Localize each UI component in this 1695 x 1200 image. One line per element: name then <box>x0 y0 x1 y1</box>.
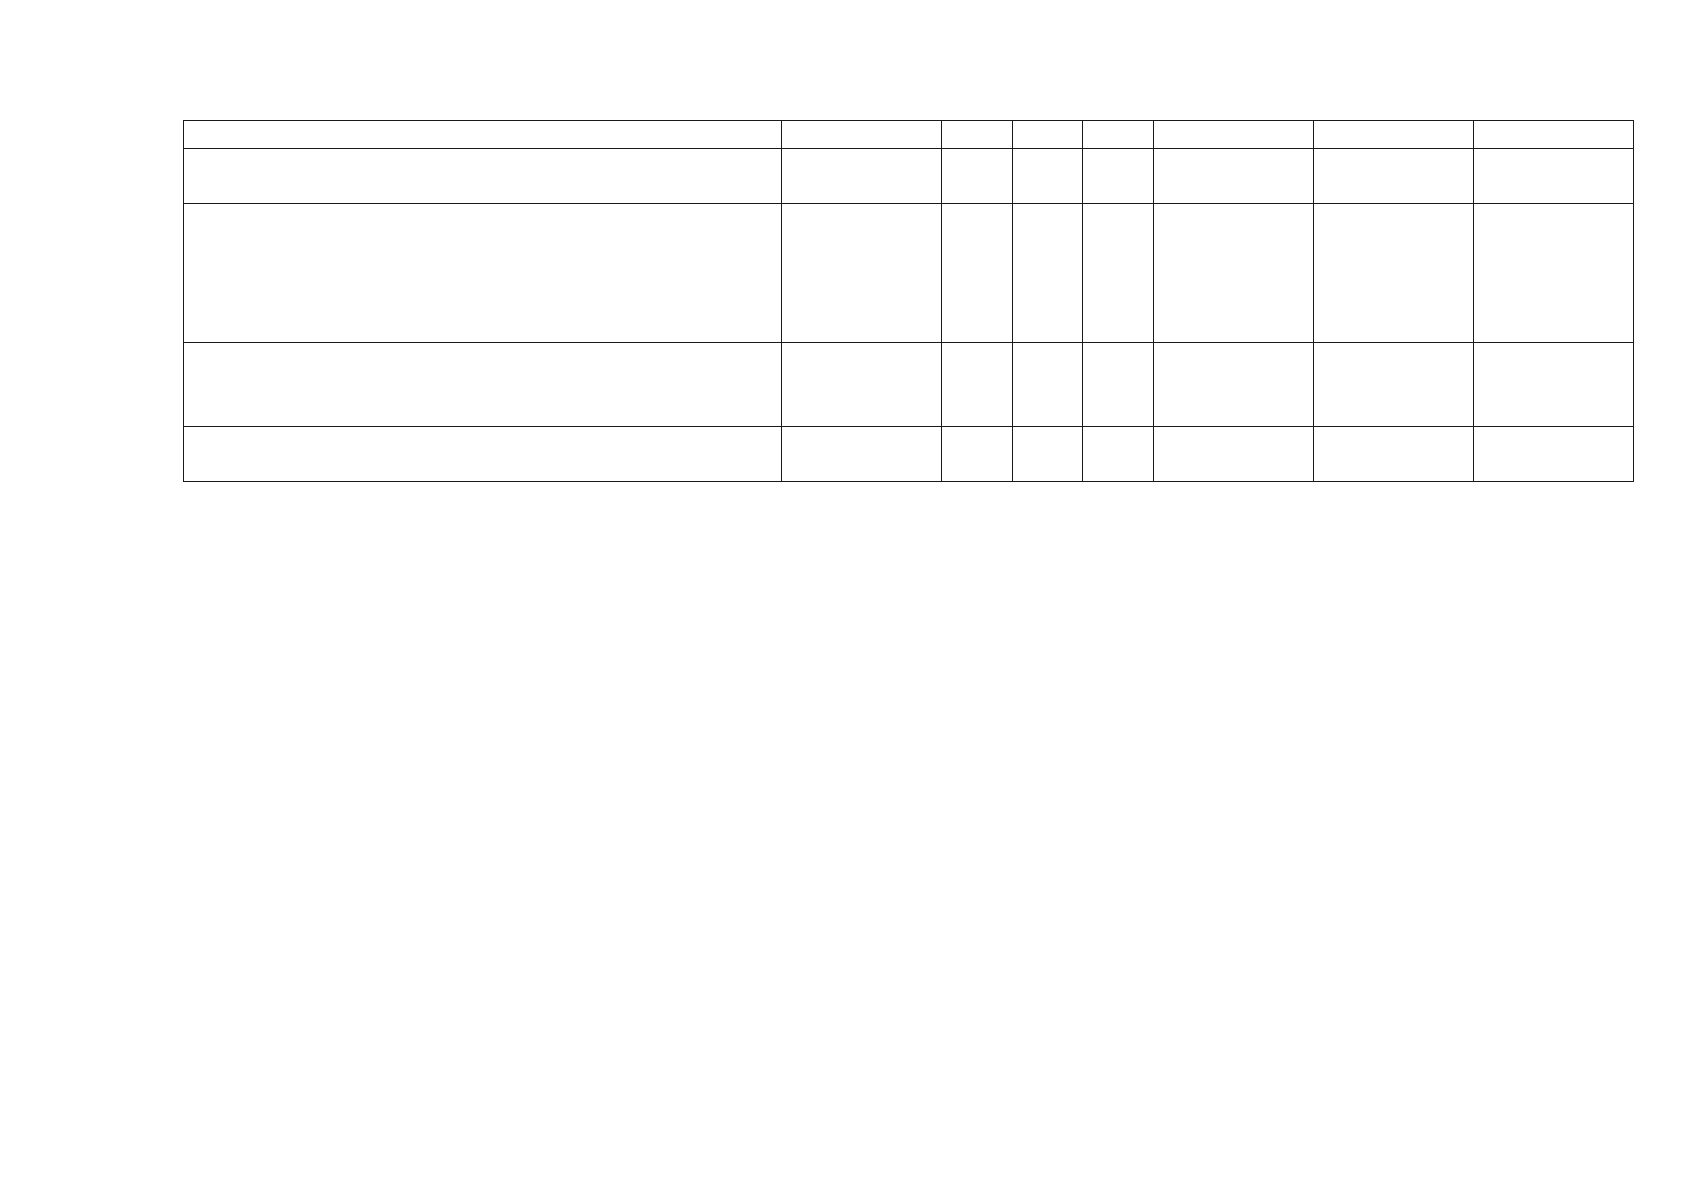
section-cell <box>1013 427 1083 482</box>
expense-type-cell <box>942 343 1013 427</box>
table-row <box>184 427 1634 482</box>
target-article-code-cell <box>782 149 942 204</box>
header-row <box>184 121 1634 149</box>
header-cell-5 <box>1083 121 1154 149</box>
subsection-cell <box>1083 427 1154 482</box>
header-cell-3 <box>942 121 1013 149</box>
expense-type-cell <box>942 204 1013 343</box>
amount-cell-col6 <box>1154 427 1314 482</box>
expense-name-cell <box>184 149 782 204</box>
expense-type-cell <box>942 149 1013 204</box>
target-article-code-cell <box>782 343 942 427</box>
amount-cell-col8 <box>1474 343 1634 427</box>
expense-type-cell <box>942 427 1013 482</box>
subsection-cell <box>1083 343 1154 427</box>
amount-cell-col6 <box>1154 343 1314 427</box>
expense-name-cell <box>184 204 782 343</box>
amount-cell-col8 <box>1474 204 1634 343</box>
amount-cell-col8 <box>1474 427 1634 482</box>
header-cell-4 <box>1013 121 1083 149</box>
header-cell-2 <box>782 121 942 149</box>
expense-name-cell <box>184 427 782 482</box>
header-cell-6 <box>1154 121 1314 149</box>
table-row <box>184 149 1634 204</box>
header-cell-1 <box>184 121 782 149</box>
section-cell <box>1013 149 1083 204</box>
header-cell-7 <box>1314 121 1474 149</box>
target-article-code-cell <box>782 204 942 343</box>
target-article-code-cell <box>782 427 942 482</box>
table-row <box>184 343 1634 427</box>
amount-cell-col7 <box>1314 343 1474 427</box>
header-cell-8 <box>1474 121 1634 149</box>
table-row <box>184 204 1634 343</box>
subsection-cell <box>1083 204 1154 343</box>
expense-name-cell <box>184 343 782 427</box>
amount-cell-col8 <box>1474 149 1634 204</box>
subsection-cell <box>1083 149 1154 204</box>
amount-cell-col7 <box>1314 427 1474 482</box>
budget-table <box>183 120 1634 482</box>
amount-cell-col7 <box>1314 204 1474 343</box>
section-cell <box>1013 204 1083 343</box>
section-cell <box>1013 343 1083 427</box>
amount-cell-col7 <box>1314 149 1474 204</box>
amount-cell-col6 <box>1154 204 1314 343</box>
amount-cell-col6 <box>1154 149 1314 204</box>
